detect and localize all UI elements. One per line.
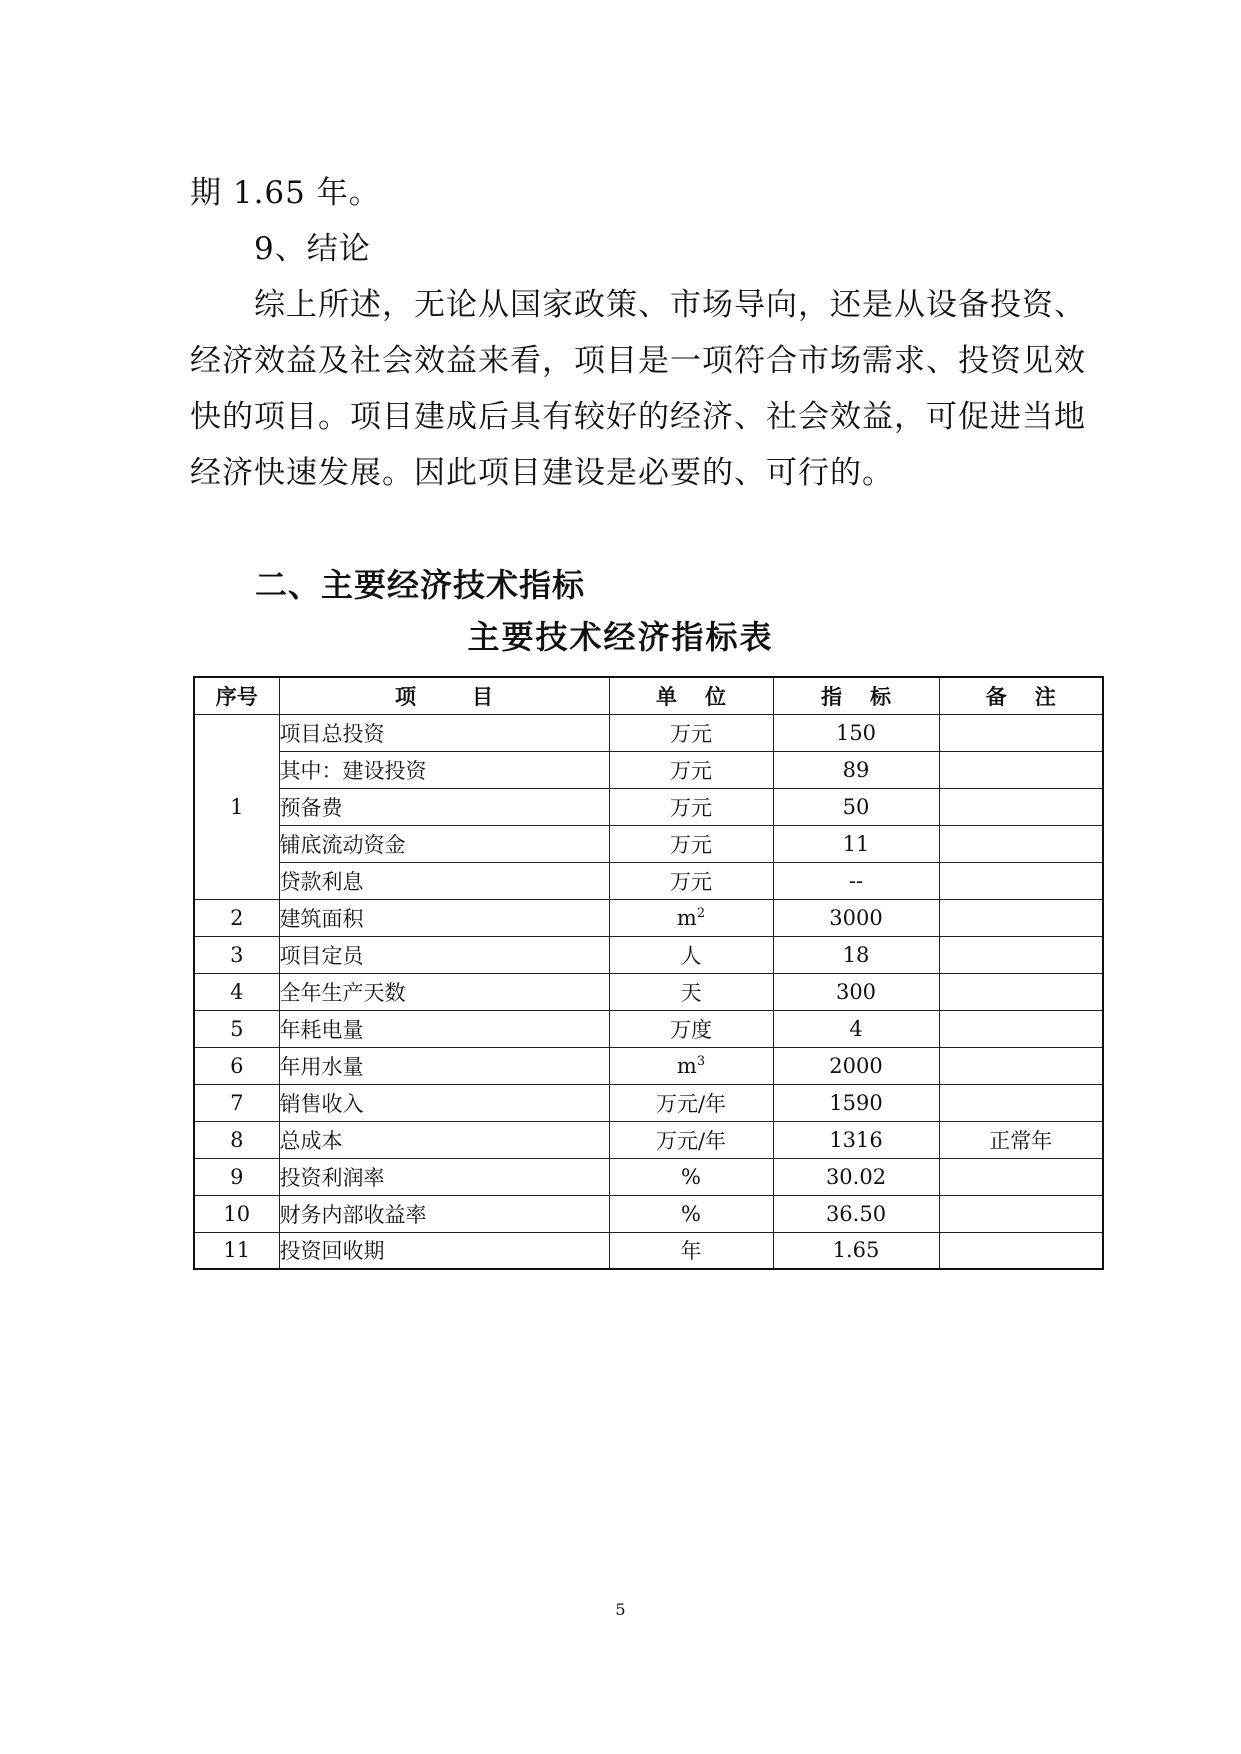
row-value: 50	[773, 788, 939, 825]
row-unit: 万度	[609, 1010, 773, 1047]
row-unit: 万元	[609, 825, 773, 862]
row-item: 铺底流动资金	[279, 825, 609, 862]
row-value: 36.50	[773, 1195, 939, 1232]
row-no: 2	[194, 899, 279, 936]
row-no: 4	[194, 973, 279, 1010]
row-value: 1316	[773, 1121, 939, 1158]
table-row	[194, 973, 1103, 1010]
table-row	[194, 936, 1103, 973]
table-row	[194, 1047, 1103, 1084]
row-value: 1.65	[773, 1232, 939, 1269]
table-row	[194, 751, 1103, 788]
row-note	[939, 1010, 1103, 1047]
row-value: 3000	[773, 899, 939, 936]
row-note	[939, 899, 1103, 936]
row-note	[939, 862, 1103, 899]
row-unit: 万元	[609, 714, 773, 751]
table-row	[194, 714, 1103, 751]
row-no: 1	[194, 714, 279, 899]
row-value: --	[773, 862, 939, 899]
row-value: 4	[773, 1010, 939, 1047]
row-item: 年耗电量	[279, 1010, 609, 1047]
row-value: 18	[773, 936, 939, 973]
row-note	[939, 1047, 1103, 1084]
row-item: 投资利润率	[279, 1158, 609, 1195]
header-unit: 单位	[609, 677, 773, 714]
row-note	[939, 1232, 1103, 1269]
row-note	[939, 936, 1103, 973]
header-no: 序号	[194, 677, 279, 714]
row-item: 销售收入	[279, 1084, 609, 1121]
row-unit: 天	[609, 973, 773, 1010]
row-item: 其中：建设投资	[279, 751, 609, 788]
text-line: 经济效益及社会效益来看，项目是一项符合市场需求、投资见效	[190, 343, 1086, 379]
row-note	[939, 825, 1103, 862]
text-line: 期 1.65 年。	[190, 175, 381, 211]
row-value: 89	[773, 751, 939, 788]
header-value: 指标	[773, 677, 939, 714]
row-unit: $m^3$	[609, 1047, 773, 1084]
table-header-row	[194, 677, 1103, 714]
row-unit: 万元/年	[609, 1084, 773, 1121]
table-row	[194, 862, 1103, 899]
row-unit: 万元	[609, 788, 773, 825]
row-item: 总成本	[279, 1121, 609, 1158]
row-item: 财务内部收益率	[279, 1195, 609, 1232]
row-no: 10	[194, 1195, 279, 1232]
row-no: 6	[194, 1047, 279, 1084]
row-note	[939, 714, 1103, 751]
row-note	[939, 1158, 1103, 1195]
row-no: 5	[194, 1010, 279, 1047]
row-value: 150	[773, 714, 939, 751]
row-item: 预备费	[279, 788, 609, 825]
indicator-table	[193, 676, 1104, 1270]
text-line: 快的项目。项目建成后具有较好的经济、社会效益，可促进当地	[190, 399, 1086, 435]
row-unit: 万元	[609, 751, 773, 788]
table-row	[194, 1232, 1103, 1269]
row-item: 建筑面积	[279, 899, 609, 936]
header-item: 项目	[279, 677, 609, 714]
row-unit: 万元/年	[609, 1121, 773, 1158]
heading-conclusion: 9、结论	[254, 231, 371, 267]
row-unit: $m^2$	[609, 899, 773, 936]
body-text	[190, 165, 1110, 501]
table-row	[194, 1010, 1103, 1047]
header-note: 备注	[939, 677, 1103, 714]
row-note: 正常年	[939, 1121, 1103, 1158]
row-unit: %	[609, 1158, 773, 1195]
row-unit: 万元	[609, 862, 773, 899]
row-note	[939, 788, 1103, 825]
table-title: 主要技术经济指标表	[467, 618, 774, 656]
row-item: 项目定员	[279, 936, 609, 973]
table-row	[194, 1158, 1103, 1195]
row-note	[939, 1195, 1103, 1232]
text-line: 经济快速发展。因此项目建设是必要的、可行的。	[190, 455, 894, 491]
row-item: 全年生产天数	[279, 973, 609, 1010]
row-unit: 人	[609, 936, 773, 973]
section-title: 二、主要经济技术指标	[255, 566, 586, 604]
row-unit: 年	[609, 1232, 773, 1269]
row-no: 8	[194, 1121, 279, 1158]
row-value: 300	[773, 973, 939, 1010]
row-value: 11	[773, 825, 939, 862]
table-row	[194, 1084, 1103, 1121]
page-number: 5	[615, 1600, 626, 1619]
table-row	[194, 1195, 1103, 1232]
row-note	[939, 1084, 1103, 1121]
row-item: 贷款利息	[279, 862, 609, 899]
row-value: 2000	[773, 1047, 939, 1084]
row-no: 7	[194, 1084, 279, 1121]
table-row	[194, 788, 1103, 825]
row-item: 投资回收期	[279, 1232, 609, 1269]
row-item: 年用水量	[279, 1047, 609, 1084]
row-value: 30.02	[773, 1158, 939, 1195]
row-no: 11	[194, 1232, 279, 1269]
row-item: 项目总投资	[279, 714, 609, 751]
row-value: 1590	[773, 1084, 939, 1121]
row-note	[939, 751, 1103, 788]
table-row	[194, 825, 1103, 862]
table-row	[194, 899, 1103, 936]
table-row	[194, 1121, 1103, 1158]
row-note	[939, 973, 1103, 1010]
row-no: 3	[194, 936, 279, 973]
row-unit: %	[609, 1195, 773, 1232]
row-no: 9	[194, 1158, 279, 1195]
text-line: 综上所述，无论从国家政策、市场导向，还是从设备投资、	[254, 287, 1086, 323]
